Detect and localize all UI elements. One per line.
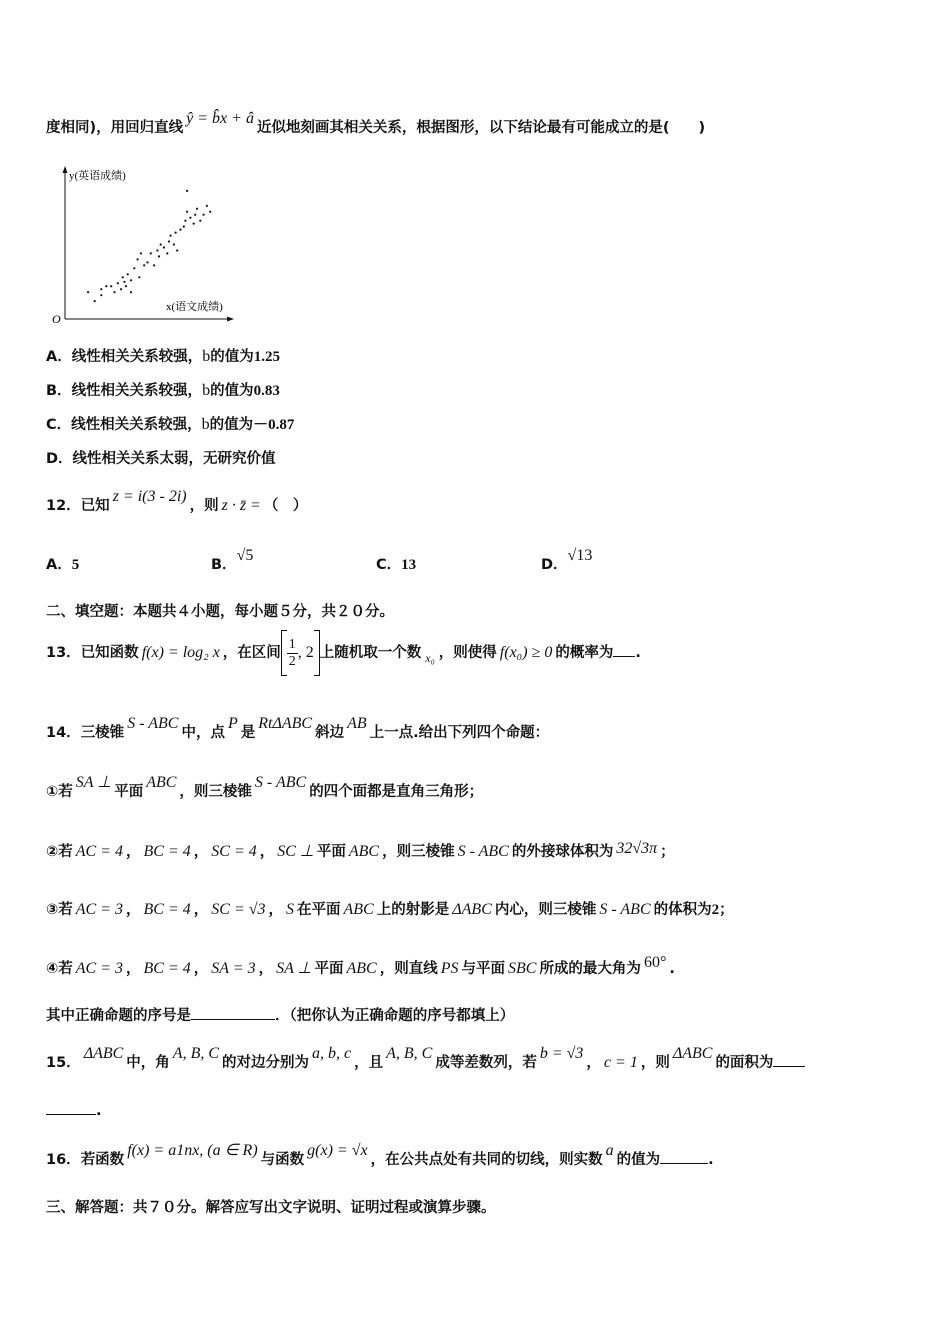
text: 的四个面都是直角三角形； — [309, 784, 484, 800]
answer-blank[interactable] — [613, 642, 635, 657]
scatter-point-5 — [110, 285, 112, 287]
option-var: b — [202, 348, 211, 365]
math: ABC — [343, 901, 374, 918]
text: ， — [193, 902, 209, 918]
text: ， — [126, 902, 141, 918]
x-axis-label: x(语文成绩) — [166, 301, 223, 313]
math: PS — [440, 960, 459, 977]
text: ．（把你认为正确命题的序号都填上） — [275, 1008, 515, 1024]
q13-function: f(x) = log₂ x — [141, 644, 220, 661]
answer-blank[interactable] — [660, 1149, 708, 1164]
text: 成等差数列，若 — [435, 1055, 537, 1071]
text: ， — [258, 961, 274, 977]
option-label: B． — [46, 383, 72, 399]
text: ， — [259, 844, 275, 860]
scatter-points — [87, 190, 211, 302]
q13-text-mid: ，在区间 — [222, 645, 281, 661]
option-label: D． — [46, 451, 73, 467]
scatter-point-21 — [150, 252, 152, 254]
scatter-point-20 — [146, 261, 148, 263]
interval-fraction — [287, 637, 298, 670]
text: ，则三棱锥 — [179, 784, 252, 800]
q14-proposition-2 — [46, 840, 675, 861]
section-2-heading: 二、填空题：本题共４小题，每小题５分，共２０分。 — [46, 604, 394, 620]
q13-text: 已知函数 — [80, 645, 139, 661]
question-number: 16． — [46, 1152, 81, 1168]
stem-text-end: 近似地刻画其相关关系，根据图形，以下结论最有可能成立的是( ) — [256, 120, 706, 136]
question-12 — [46, 488, 308, 515]
q15-blank-continuation: . — [46, 1100, 102, 1119]
scatter-point-44 — [209, 211, 211, 213]
text: 平面 — [114, 784, 144, 800]
text: 平面 — [316, 844, 346, 860]
fraction-denominator: 2 — [288, 653, 296, 669]
text: 若函数 — [80, 1152, 125, 1168]
math: f(x) = a1nx, (a ∈ R) — [127, 1142, 258, 1159]
text: 的对边分别为 — [222, 1055, 310, 1071]
question-11-stem-tail — [46, 110, 706, 137]
q11-option-d[interactable] — [46, 447, 276, 468]
answer-blank[interactable] — [191, 1005, 275, 1020]
option-label: B． — [211, 557, 237, 573]
scatter-point-22 — [153, 264, 155, 266]
text: 所成的最大角为 — [539, 961, 641, 977]
scatter-point-24 — [158, 255, 160, 257]
text: 斜边 — [315, 725, 345, 741]
math: SA ⊥ — [276, 960, 312, 977]
math-volume: 32√3π — [616, 840, 658, 857]
scatter-point-10 — [123, 281, 125, 283]
math: ΔABC — [83, 1045, 124, 1062]
origin-label: O — [52, 312, 61, 326]
text: 的外接球体积为 — [511, 844, 614, 860]
option-var: b — [202, 382, 211, 399]
option-value: √5 — [236, 547, 254, 564]
y-axis-label: y(英语成绩) — [69, 170, 126, 182]
question-number: 12． — [46, 498, 81, 514]
scatter-point-41 — [199, 220, 201, 222]
math: S — [286, 901, 295, 918]
text: ； — [719, 902, 734, 918]
question-number: 15． — [46, 1055, 81, 1071]
scatter-point-38 — [193, 223, 195, 225]
text: 三棱锥 — [80, 725, 125, 741]
scatter-point-32 — [176, 249, 178, 251]
math: ΔABC — [672, 1045, 713, 1062]
scatter-point-9 — [122, 276, 124, 278]
scatter-point-28 — [168, 240, 170, 242]
scatter-point-31 — [175, 232, 177, 234]
text: 与平面 — [461, 961, 505, 977]
option-label: A． — [46, 349, 72, 365]
math: a — [605, 1142, 614, 1159]
option-text: 线性相关关系较强， — [71, 383, 203, 399]
option-value: 13 — [401, 557, 417, 573]
scatter-point-2 — [100, 288, 102, 290]
math: SC = √3 — [211, 901, 266, 918]
question-number: 13． — [46, 645, 81, 661]
scatter-point-43 — [206, 205, 208, 207]
option-label: C． — [46, 417, 72, 433]
text: ③若 — [46, 902, 73, 918]
scatter-point-26 — [163, 246, 165, 248]
fraction-numerator: 1 — [288, 636, 296, 652]
y-axis-arrow — [63, 166, 68, 173]
text: 中，角 — [126, 1055, 170, 1071]
math: b = √3 — [539, 1045, 584, 1062]
math: ABC — [146, 774, 177, 791]
text: 上一点.给出下列四个命题： — [369, 725, 550, 741]
scatter-point-17 — [138, 276, 140, 278]
scatter-point-15 — [133, 267, 135, 269]
stem-text: 度相同)，用回归直线 — [46, 120, 184, 136]
text: ④若 — [46, 961, 73, 977]
scatter-point-14 — [130, 279, 132, 281]
text: ②若 — [46, 844, 73, 860]
math: S - ABC — [599, 901, 651, 918]
question-number: 14． — [46, 725, 81, 741]
scatter-point-27 — [166, 252, 168, 254]
scatter-point-3 — [100, 294, 102, 296]
q12-text-mid: ，则 — [189, 498, 219, 514]
q12-formula: z = i(3 - 2i) — [112, 488, 187, 505]
math: BC = 4 — [143, 901, 191, 918]
option-text-post: 的值为 — [210, 383, 254, 399]
scatter-point-23 — [156, 249, 158, 251]
text: . — [669, 961, 675, 977]
scatter-point-25 — [160, 243, 162, 245]
math: a, b, c — [312, 1045, 352, 1062]
text: ，且 — [354, 1055, 384, 1071]
math: AC = 3 — [75, 901, 124, 918]
q12-text: 已知 — [80, 498, 110, 514]
text: ，则直线 — [379, 961, 438, 977]
text: ， — [193, 961, 209, 977]
text: 是 — [240, 725, 256, 741]
value: 2 — [711, 902, 720, 918]
scatter-point-8 — [120, 288, 122, 290]
interval-right: , 2 — [297, 644, 314, 661]
question-13: 13．已知函数 f(x) = log₂ x ，在区间 $\frac{1}{2}$ , 2 上随机取一个数 $_{x_0}$ ，则使得 f(x₀) ≥ 0 的概率为 . — [46, 630, 641, 670]
option-text: 线性相关关系较强， — [71, 417, 202, 433]
text: 其中正确命题的序号是 — [46, 1008, 191, 1024]
option-label: A． — [46, 557, 72, 573]
text: 的面积为 — [715, 1055, 774, 1071]
scatter-point-30 — [173, 243, 175, 245]
option-value: 5 — [71, 557, 80, 573]
math: c = 1 — [603, 1054, 638, 1071]
math: P — [227, 715, 238, 732]
q12-options — [46, 547, 926, 577]
text: 内心，则三棱锥 — [494, 902, 597, 918]
scatter-point-16 — [137, 258, 139, 260]
math: ΔABC — [452, 901, 492, 918]
option-value: 0.83 — [253, 383, 280, 399]
math: ABC — [348, 843, 380, 860]
scatter-point-13 — [130, 291, 132, 293]
q12-option-b[interactable] — [211, 547, 254, 574]
q13-text-mid3: ，则使得 — [438, 645, 497, 661]
q14-answer-line — [46, 1004, 514, 1025]
scatter-point-40 — [196, 208, 198, 210]
math: A, B, C — [386, 1045, 433, 1062]
q12-formula-2: z · z̄ = — [221, 497, 261, 514]
math: S - ABC — [457, 843, 509, 860]
math: SA = 3 — [211, 960, 256, 977]
q13-text-end: 的概率为 — [555, 645, 614, 661]
scatter-point-18 — [140, 252, 142, 254]
x-axis-arrow — [227, 317, 234, 322]
q14-proposition-1 — [46, 774, 484, 801]
math: SC ⊥ — [277, 843, 314, 860]
scatter-point-1 — [94, 300, 96, 302]
option-text-post: 的值为 — [210, 349, 254, 365]
math: S - ABC — [127, 715, 179, 732]
scatter-point-7 — [117, 282, 119, 284]
option-value: －0.87 — [253, 417, 295, 433]
math: SBC — [507, 960, 537, 977]
text: ，则三棱锥 — [382, 844, 455, 860]
text: ， — [586, 1055, 601, 1071]
q14-proposition-4 — [46, 954, 675, 978]
q12-option-a[interactable] — [46, 553, 79, 574]
text: 在平面 — [297, 902, 341, 918]
math: SC = 4 — [211, 843, 257, 860]
regression-formula: ŷ = b̂x + â — [186, 110, 254, 127]
scatter-point-4 — [105, 285, 107, 287]
math-angle: 60° — [643, 954, 667, 971]
q11-option-c[interactable] — [46, 413, 294, 434]
math: SA ⊥ — [75, 774, 112, 791]
q13-condition: f(x₀) ≥ 0 — [499, 644, 553, 661]
q13-variable: x₀ — [425, 651, 435, 665]
question-16: 16．若函数f(x) = a1nx, (a ∈ R)与函数g(x) = √x，在公共点处有共同的切线，则实数a的值为 . — [46, 1142, 714, 1168]
scatter-point-0 — [87, 291, 89, 293]
option-text-post: 的值为 — [209, 417, 254, 433]
math: BC = 4 — [143, 960, 191, 977]
text: ， — [268, 902, 284, 918]
question-15 — [46, 1045, 805, 1072]
q11-option-b[interactable] — [46, 379, 280, 400]
scatter-point-11 — [125, 285, 127, 287]
scatter-point-34 — [183, 226, 185, 228]
scatter-point-45 — [186, 190, 188, 192]
text: ①若 — [46, 784, 73, 800]
option-var: b — [201, 416, 210, 433]
text: ， — [126, 961, 141, 977]
math: g(x) = √x — [307, 1142, 368, 1159]
text: 平面 — [314, 961, 344, 977]
scatter-chart — [48, 162, 248, 327]
question-14-stem — [46, 715, 550, 742]
scatter-point-19 — [143, 264, 145, 266]
math: ABC — [346, 960, 377, 977]
math: AC = 3 — [75, 960, 124, 977]
text: ， — [126, 844, 141, 860]
scatter-point-12 — [127, 273, 129, 275]
scatter-point-33 — [179, 229, 181, 231]
option-text: 线性相关关系太弱，无研究价值 — [72, 451, 276, 467]
math: BC = 4 — [143, 843, 191, 860]
text: ； — [660, 844, 675, 860]
text: ， — [193, 844, 209, 860]
scatter-point-36 — [186, 211, 188, 213]
text: ，则 — [640, 1055, 670, 1071]
option-label: C． — [376, 557, 402, 573]
math: AC = 4 — [75, 843, 124, 860]
math: S - ABC — [254, 774, 307, 791]
scatter-point-35 — [184, 220, 186, 222]
text: ，在公共点处有共同的切线，则实数 — [370, 1152, 603, 1168]
scatter-point-39 — [194, 214, 196, 216]
section-3-heading: 三、解答题：共７０分。解答应写出文字说明、证明过程或演算步骤。 — [46, 1200, 496, 1216]
math: RtΔABC — [258, 715, 313, 732]
text: 的值为 — [616, 1152, 661, 1168]
scatter-point-29 — [170, 235, 172, 237]
q12-answer-paren: （ ） — [263, 498, 308, 514]
q12-option-d[interactable] — [541, 547, 593, 574]
scatter-point-37 — [189, 217, 191, 219]
math: AB — [347, 715, 367, 732]
math: A, B, C — [172, 1045, 220, 1062]
q12-option-c[interactable] — [376, 553, 416, 574]
q13-text-mid2: 上随机取一个数 — [319, 645, 422, 661]
option-text: 线性相关关系较强， — [71, 349, 203, 365]
text: 的体积为 — [653, 902, 712, 918]
answer-blank-continued[interactable] — [46, 1100, 96, 1115]
q11-option-a[interactable] — [46, 345, 280, 366]
option-value: 1.25 — [253, 349, 280, 365]
scatter-point-6 — [113, 291, 115, 293]
option-value: √13 — [567, 547, 593, 564]
text: 与函数 — [260, 1152, 305, 1168]
text: 上的射影是 — [376, 902, 450, 918]
answer-blank[interactable] — [773, 1052, 805, 1067]
option-label: D． — [541, 557, 568, 573]
q14-proposition-3 — [46, 898, 734, 919]
scatter-point-42 — [203, 214, 205, 216]
text: 中，点 — [181, 725, 225, 741]
